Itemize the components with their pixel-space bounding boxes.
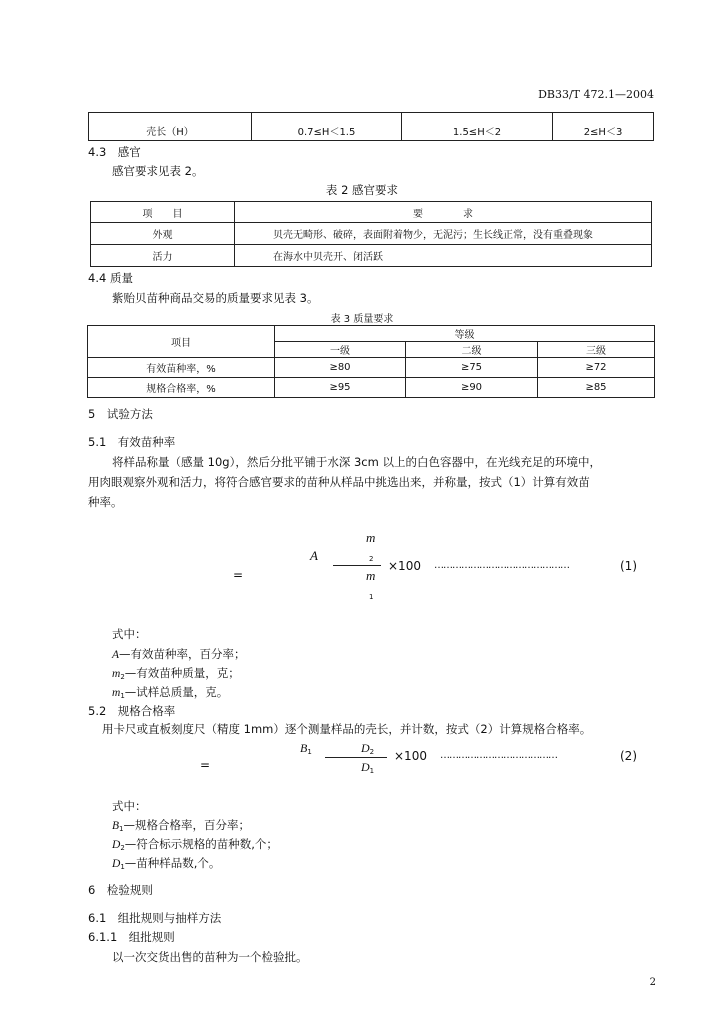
formula-1-denominator-subscript: 1 [369, 593, 374, 601]
table-cell: 0.7≤H＜1.5 [252, 113, 402, 141]
formula-1-fraction-bar [333, 565, 381, 566]
table-cell: 1.5≤H＜2 [402, 113, 553, 141]
formula-1-numerator: m [366, 530, 376, 545]
section-heading-6: 6 检验规则 [88, 883, 153, 897]
section-heading-6-1: 6.1 组批规则与抽样方法 [88, 911, 222, 925]
formula-2-fraction-bar [325, 757, 387, 758]
table-cell: 2≤H＜3 [553, 113, 654, 141]
formula-1-numerator-subscript: 2 [369, 555, 374, 563]
table-header-cell: 项目 [88, 326, 275, 358]
where-1-item: A—有效苗种率，百分率； [112, 647, 246, 661]
section-heading-4-4: 4.4 质量 [88, 271, 133, 285]
document-id: DB33/T 472.1—2004 [538, 88, 654, 101]
table-cell: 外观 [91, 223, 235, 245]
formula-1-multiplier: ×100 [388, 559, 421, 573]
where-2-item: $D_1—$苗种样品数,个。 [112, 856, 221, 871]
section-heading-5: 5 试验方法 [88, 407, 153, 421]
formula-1-equals: = [233, 568, 244, 582]
formula-1-lhs: A [310, 548, 318, 563]
formula-2-leader-dots: ………………………………… [440, 750, 557, 761]
table-cell: ≥90 [406, 378, 538, 398]
page-number: 2 [649, 977, 656, 988]
formula-2-denominator: $D_1$ [361, 760, 375, 775]
table-row [88, 378, 655, 398]
section-5-1-para-line-1: 将样品称量（感量 10g），然后分批平铺于水深 3cm 以上的白色容器中，在光线充足的环境中， [112, 455, 601, 469]
section-heading-5-2: 5.2 规格合格率 [88, 704, 176, 718]
table-header-cell: 三级 [538, 342, 655, 358]
section-4-3-intro: 感官要求见表 2。 [112, 164, 204, 178]
section-4-4-intro: 紫贻贝苗种商品交易的质量要求见表 3。 [112, 291, 319, 305]
table-cell: 贝壳无畸形、破碎，表面附着物少，无泥污；生长线正常，没有重叠现象 [235, 223, 652, 245]
where-1-title: 式中： [112, 627, 147, 641]
table-row [88, 358, 655, 378]
table-header-cell: 等级 [275, 326, 655, 342]
table-header-cell: 二级 [406, 342, 538, 358]
table-cell: 在海水中贝壳开、闭活跃 [235, 245, 652, 267]
table-cell: 壳长（H） [89, 113, 252, 141]
table-3-caption: 表 3 质量要求 [330, 314, 394, 325]
section-5-1-para-line-2: 用肉眼观察外观和活力，将符合感官要求的苗种从样品中挑选出来，并称量，按式（1）计算有效苗 [88, 475, 590, 489]
table-header-cell: 项 目 [91, 202, 235, 223]
where-2-item: $B_1—$规格合格率，百分率； [112, 818, 250, 833]
where-2-item: $D_2—$符合标示规格的苗种数,个； [112, 837, 278, 852]
quality-requirements-table [87, 325, 655, 398]
formula-2-multiplier: ×100 [394, 749, 427, 763]
formula-1-leader-dots: ……………………………………… [434, 560, 569, 571]
section-5-1-para-line-3: 种率。 [88, 495, 123, 509]
table-header-cell: 要 求 [235, 202, 652, 223]
section-heading-4-3: 4.3 感官 [88, 145, 141, 159]
table-cell: ≥95 [275, 378, 406, 398]
section-heading-6-1-1: 6.1.1 组批规则 [88, 930, 175, 944]
section-heading-5-1: 5.1 有效苗种率 [88, 435, 176, 449]
where-1-item: $m_1—$试样总质量，克。 [112, 685, 229, 700]
sensory-requirements-table [90, 201, 652, 267]
formula-1-denominator: m [366, 568, 376, 583]
formula-2-equals: = [200, 758, 211, 772]
table-cell: ≥75 [406, 358, 538, 378]
where-1-item: $m_2—$有效苗种质量，克； [112, 666, 240, 681]
table-cell: ≥72 [538, 358, 655, 378]
table-header-cell: 一级 [275, 342, 406, 358]
section-5-2-para: 用卡尺或直板刻度尺（精度 1mm）逐个测量样品的壳长，并计数，按式（2）计算规格合格率。 [102, 722, 592, 736]
table-cell: 活力 [91, 245, 235, 267]
table-2-caption: 表 2 感官要求 [325, 183, 399, 197]
table-cell: ≥80 [275, 358, 406, 378]
section-6-1-1-para: 以一次交货出售的苗种为一个检验批。 [112, 950, 308, 964]
formula-2-lhs: $B_1$ [300, 741, 312, 756]
formula-2-number: (2) [620, 749, 637, 763]
where-2-title: 式中： [112, 799, 147, 813]
table-cell: 有效苗种率，% [88, 358, 275, 378]
table-row [91, 223, 652, 245]
table-row [91, 245, 652, 267]
table-cell: 规格合格率，% [88, 378, 275, 398]
table-cell: ≥85 [538, 378, 655, 398]
formula-2-numerator: $D_2$ [361, 741, 375, 756]
length-table-fragment [88, 112, 654, 141]
formula-1-number: (1) [620, 559, 637, 573]
